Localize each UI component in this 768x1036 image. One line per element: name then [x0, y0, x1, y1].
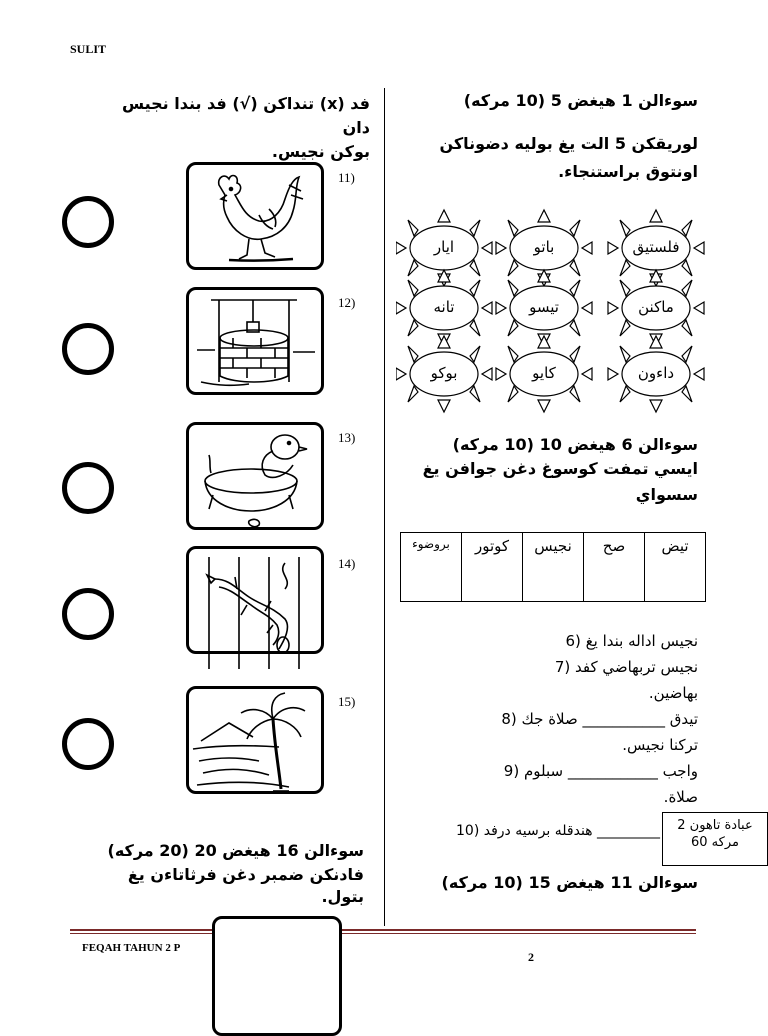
fill-line-9: واجب ____________ سبلوم (9 [503, 762, 698, 780]
left-instruction [90, 92, 370, 164]
sun-word-4: ماكنن [638, 298, 674, 316]
word-cell-3: نجيس [523, 533, 584, 602]
palm-beach-icon [189, 689, 321, 801]
fill-line-7b: بهاضين. [648, 684, 698, 702]
q1-heading: سوءالن 1 هيغض 5 (10 مركه) [463, 91, 698, 110]
sun-word-1: فلستيق [632, 238, 680, 256]
page-number: 2 [528, 950, 534, 964]
sun-word-3: ايار [433, 238, 455, 256]
column-divider [384, 88, 385, 926]
sun-word-7: داءون [637, 364, 675, 382]
footer-rule-thin [70, 933, 696, 934]
word-bank-table [400, 532, 706, 602]
sun-word-8: كايو [532, 364, 556, 382]
rooster-icon [189, 165, 321, 267]
word-cell-4: كوتور [462, 533, 523, 602]
q16-heading: سوءالن 16 هيغض 20 (20 مركه) [107, 841, 364, 860]
sun-word-9: بوكو [430, 364, 458, 382]
answer-circle-15[interactable] [62, 718, 114, 770]
sun-word-5: تيسو [529, 298, 559, 316]
well-icon [189, 290, 321, 392]
fill-line-8b: تركنا نجيس. [622, 736, 698, 754]
fill-line-10: _________ هندقله برسيه درفد (10 [456, 823, 660, 839]
answer-circle-14[interactable] [62, 588, 114, 640]
instruction-line-2: بوكن نجيس. [271, 142, 370, 161]
q11-heading: سوءالن 11 هيغض 15 (10 مركه) [441, 873, 698, 892]
sulit-label: SULIT [70, 42, 107, 56]
footer-subject: FEQAH TAHUN 2 P [82, 942, 181, 954]
footer-rule [70, 929, 696, 931]
q1-text-line-2: اونتوق براستنجاء. [558, 162, 698, 181]
word-cell-2: صح [584, 533, 645, 602]
q16-text: فادنكن ضمبر دغن فرثاتاءن يغ بتول. [127, 865, 364, 906]
word-cell-1: تيض [645, 533, 706, 602]
q6-text-line-1: ايسي تمفت كوسوغ دغن جوافن يغ [422, 459, 698, 478]
fill-line-6: نجيس اداله بندا يغ (6 [565, 632, 698, 650]
q6-text-line-2: سسواي [635, 485, 698, 504]
question-number-11: 11) [338, 170, 355, 185]
q1-text [400, 130, 698, 186]
question-picture-15 [186, 686, 324, 794]
question-picture-14 [186, 546, 324, 654]
question-number-12: 12) [338, 295, 356, 310]
lizard-icon [189, 549, 321, 673]
question-number-14: 14) [338, 556, 356, 571]
question-picture-13 [186, 422, 324, 530]
q6-heading: سوءالن 6 هيغض 10 (10 مركه) [452, 435, 698, 454]
question-picture-11 [186, 162, 324, 270]
subject-tag [662, 812, 768, 866]
question-picture-12 [186, 287, 324, 395]
answer-circle-13[interactable] [62, 462, 114, 514]
chick-bowl-icon [189, 425, 321, 537]
sun-word-2: باتو [533, 238, 555, 256]
subject-tag-line-2: مركه 60 [691, 835, 739, 850]
word-cell-5: بروضوء [401, 533, 462, 602]
bottom-box [212, 916, 342, 1036]
fill-line-9b: صلاة. [663, 788, 698, 806]
answer-circle-11[interactable] [62, 196, 114, 248]
answer-circle-12[interactable] [62, 323, 114, 375]
instruction-line-1: فد (x) تنداكن (√) فد بندا نجيس دان [121, 94, 370, 137]
fill-blanks [420, 628, 698, 810]
fill-line-8: تيدق ___________ صلاة جك (8 [501, 710, 698, 728]
q6-text [400, 456, 698, 508]
fill-line-7: نجيس تربهاضي كفد (7 [554, 658, 698, 676]
word-bank-row [401, 533, 706, 602]
sun-word-6: تانه [433, 298, 455, 316]
q1-text-line-1: لوريقكن 5 الت يغ بوليه دضوناكن [439, 134, 698, 153]
question-number-15: 15) [338, 694, 356, 709]
question-number-13: 13) [338, 430, 356, 445]
subject-tag-line-1: عبادة تاهون 2 [677, 818, 753, 833]
